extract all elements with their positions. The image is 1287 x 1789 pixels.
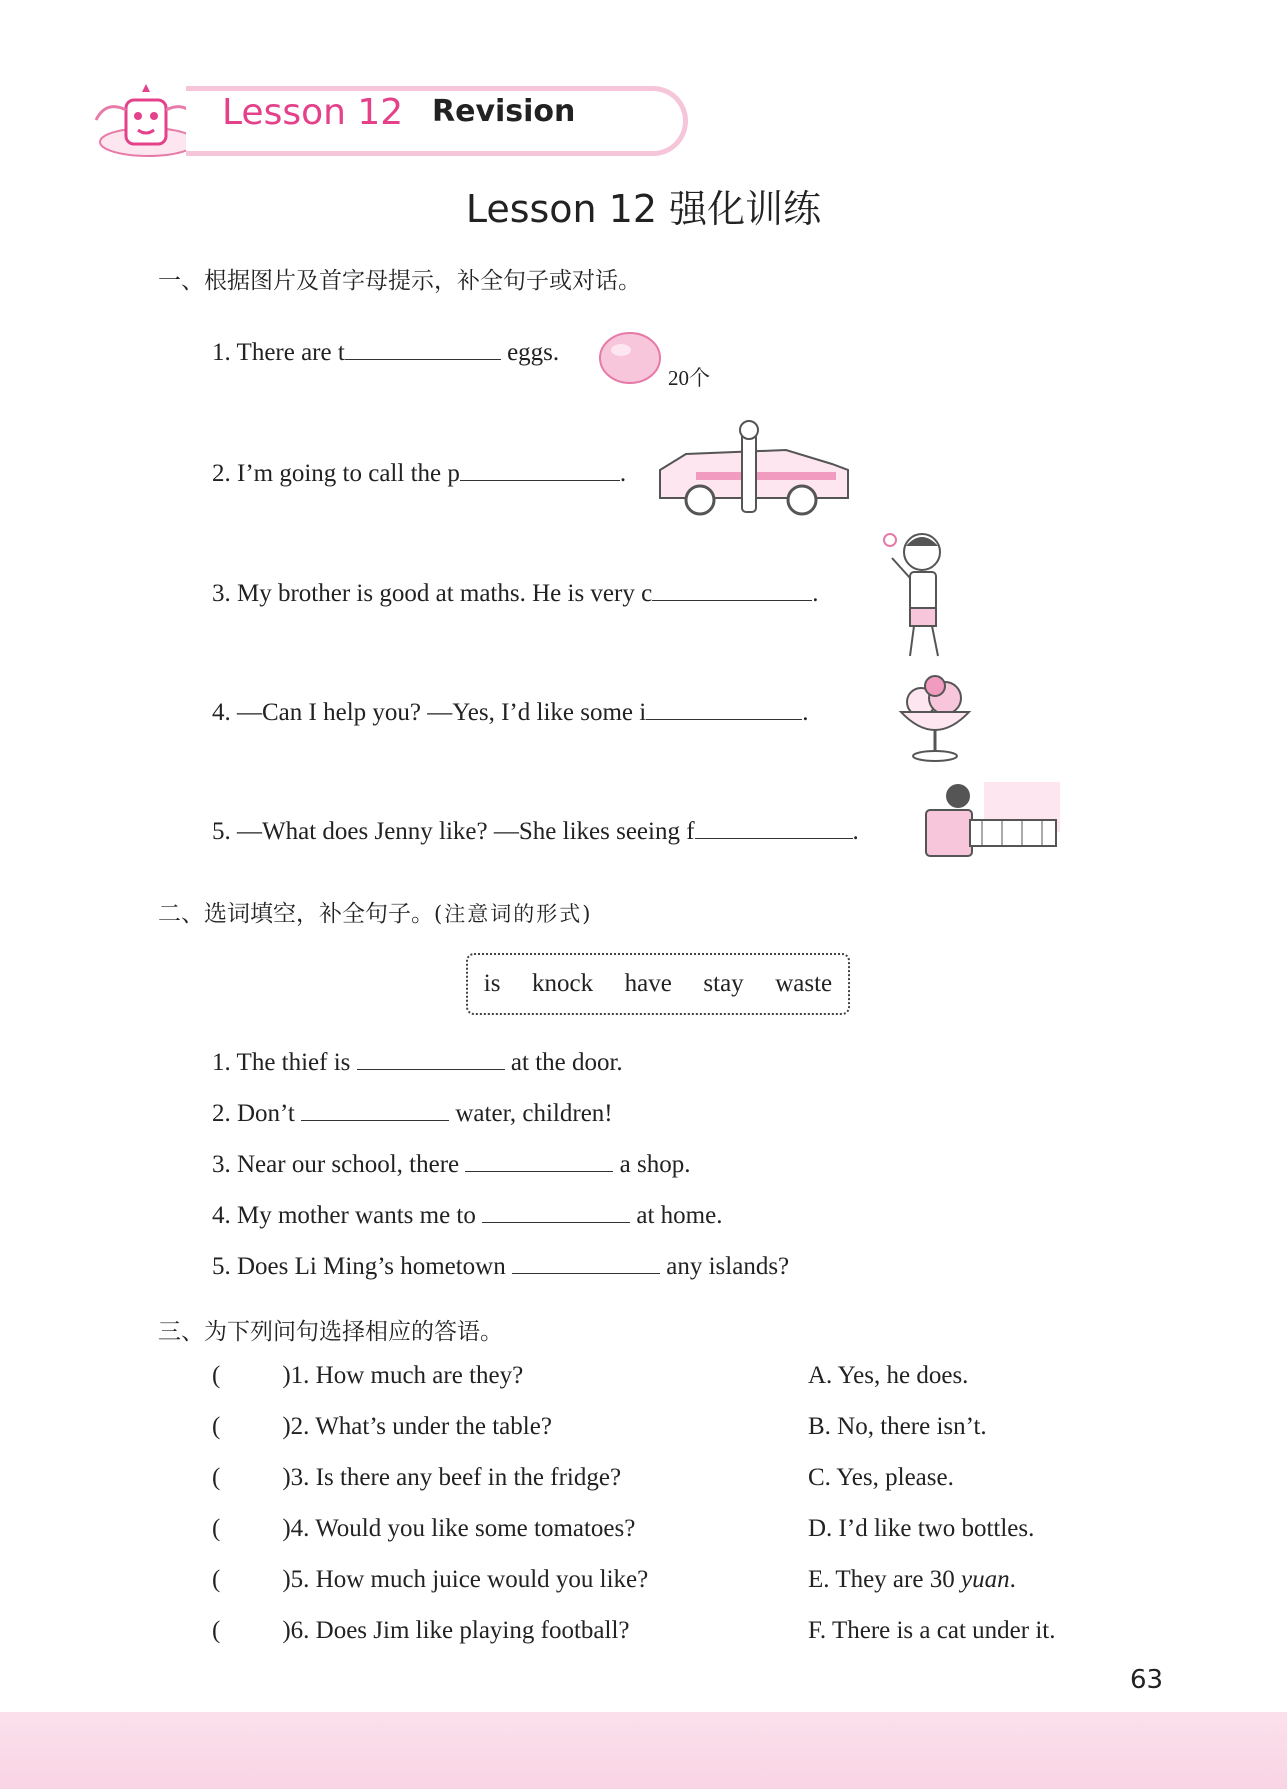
page-number: 63 — [1130, 1665, 1164, 1695]
egg-icon — [597, 330, 667, 390]
word-option: have — [624, 970, 672, 997]
s1-item-4: 4. —Can I help you? —Yes, I’d like some i . — [212, 699, 809, 726]
cinema-icon — [922, 780, 1062, 862]
clever-boy-icon — [882, 528, 952, 660]
answer-blank[interactable] — [345, 337, 501, 360]
s2-item-4: 4. My mother wants me to at home. — [212, 1202, 723, 1229]
answer-option-b: B. No, there isn’t. — [808, 1413, 987, 1440]
egg-count-label: 20个 — [668, 366, 710, 390]
word-option: is — [483, 970, 501, 997]
answer-blank[interactable] — [465, 1149, 613, 1172]
s2-item-1: 1. The thief is at the door. — [212, 1049, 623, 1076]
question-row: ( )5. How much juice would you like? — [212, 1566, 649, 1593]
lesson-banner — [86, 80, 604, 158]
answer-option-e: E. They are 30 yuan. — [808, 1566, 1016, 1593]
s1-item-3: 3. My brother is good at maths. He is very c . — [212, 580, 819, 607]
banner-lesson-label: Lesson 12 — [222, 92, 404, 133]
answer-blank[interactable] — [460, 458, 620, 481]
section1-heading: 一、根据图片及首字母提示，补全句子或对话。 — [158, 268, 641, 294]
page-title: Lesson 12 强化训练 — [465, 187, 822, 231]
answer-blank[interactable] — [646, 697, 802, 720]
word-option: waste — [775, 970, 833, 997]
question-row: ( )6. Does Jim like playing football? — [212, 1617, 630, 1644]
s2-item-5: 5. Does Li Ming’s hometown any islands? — [212, 1253, 790, 1280]
police-car-icon — [656, 420, 852, 520]
answer-blank[interactable] — [301, 1098, 449, 1121]
word-bank — [466, 953, 850, 1015]
question-row: ( )1. How much are they? — [212, 1362, 524, 1389]
s1-item-5: 5. —What does Jenny like? —She likes seeing f . — [212, 818, 859, 845]
banner-revision-label: Revision — [432, 94, 576, 129]
answer-option-f: F. There is a cat under it. — [808, 1617, 1056, 1644]
answer-option-d: D. I’d like two bottles. — [808, 1515, 1035, 1542]
s2-item-3: 3. Near our school, there a shop. — [212, 1151, 691, 1178]
answer-blank[interactable] — [695, 816, 853, 839]
s1-item-1: 1. There are t eggs. — [212, 339, 560, 366]
question-row: ( )3. Is there any beef in the fridge? — [212, 1464, 622, 1491]
answer-option-a: A. Yes, he does. — [808, 1362, 969, 1389]
s1-item-2: 2. I’m going to call the p . — [212, 460, 627, 487]
answer-blank[interactable] — [482, 1200, 630, 1223]
ice-cream-icon — [895, 672, 975, 764]
word-option: stay — [703, 970, 744, 997]
word-option: knock — [532, 970, 594, 997]
answer-blank[interactable] — [512, 1251, 660, 1274]
question-row: ( )4. Would you like some tomatoes? — [212, 1515, 636, 1542]
answer-blank[interactable] — [652, 578, 812, 601]
footer-band — [0, 1712, 1287, 1789]
answer-blank[interactable] — [357, 1047, 505, 1070]
question-row: ( )2. What’s under the table? — [212, 1413, 552, 1440]
s2-item-2: 2. Don’t water, children! — [212, 1100, 613, 1127]
section2-heading: 二、选词填空，补全句子。(注意词的形式) — [158, 901, 593, 927]
section3-heading: 三、为下列问句选择相应的答语。 — [158, 1319, 503, 1345]
answer-option-c: C. Yes, please. — [808, 1464, 954, 1491]
